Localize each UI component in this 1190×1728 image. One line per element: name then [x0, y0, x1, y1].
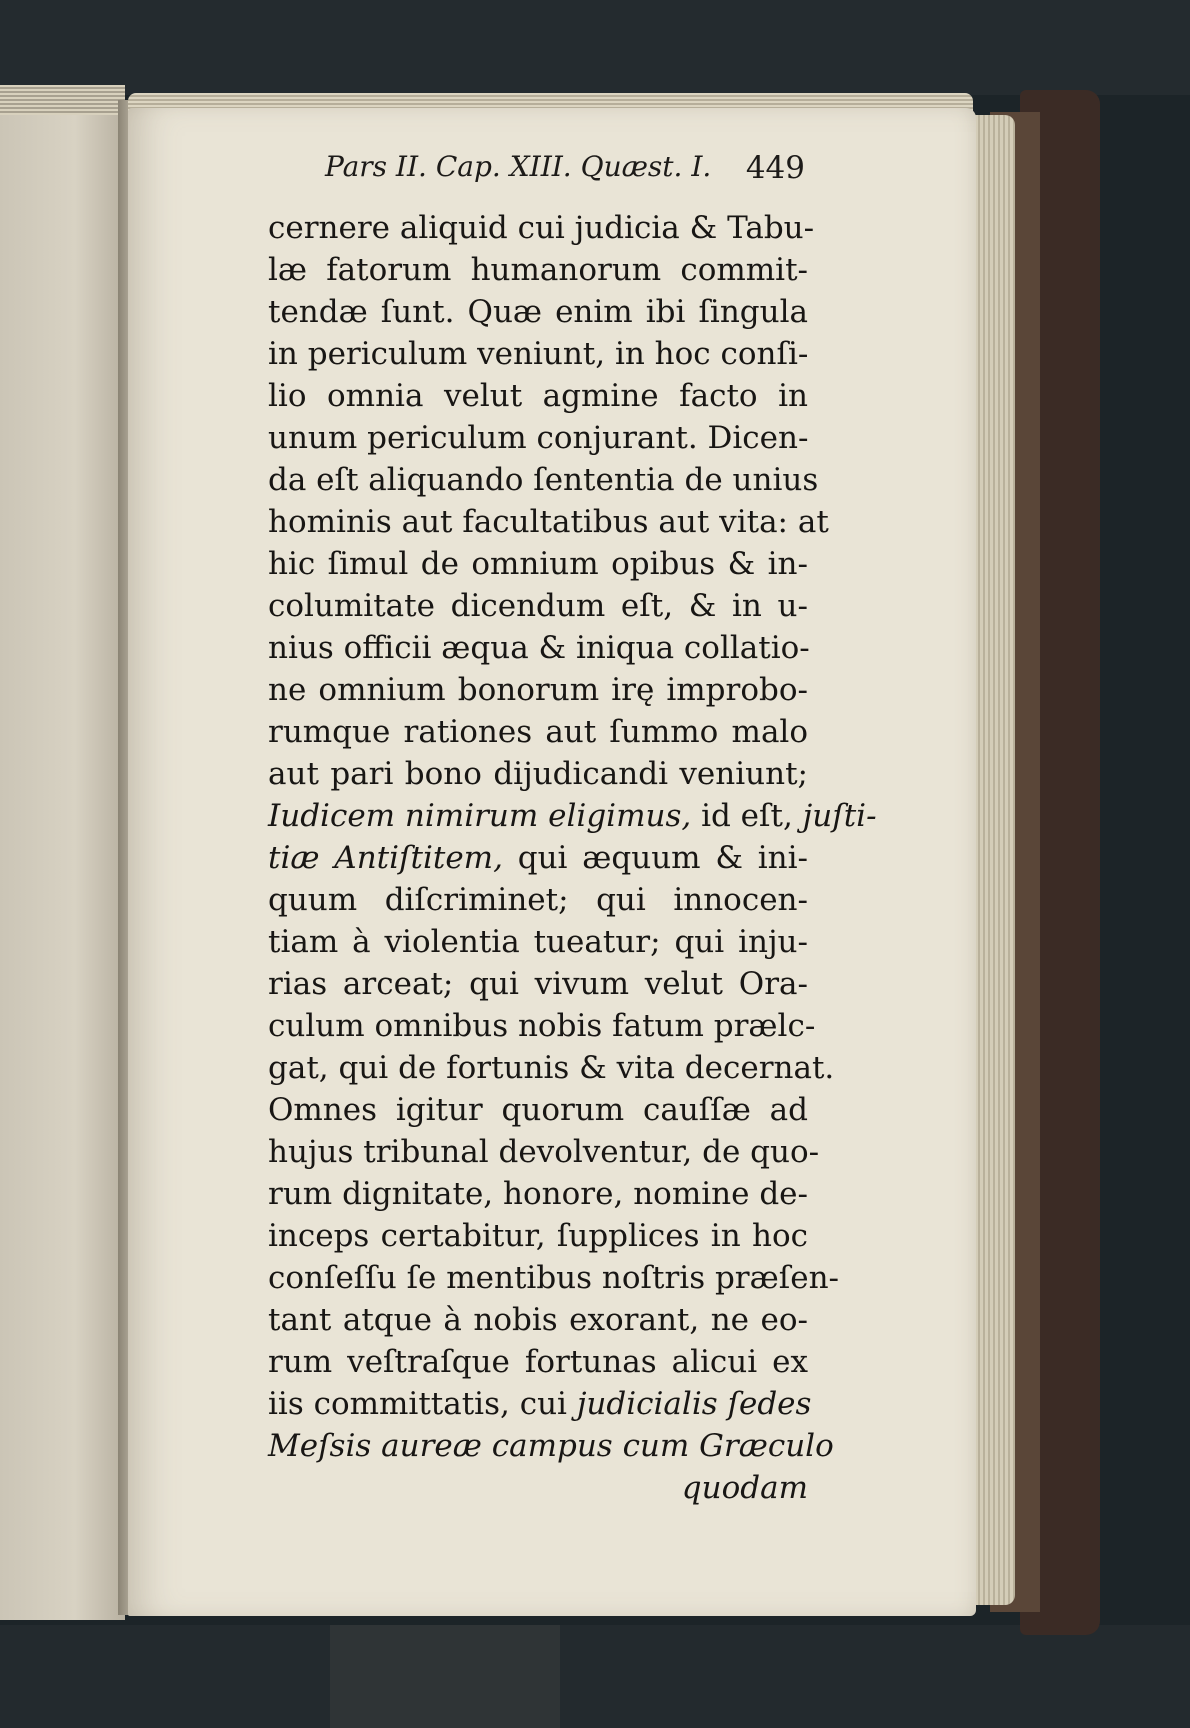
roman-phrase: iis committatis, cui	[268, 1386, 577, 1422]
background-top	[0, 0, 1190, 95]
italic-phrase: Iudicem nimirum eligimus,	[268, 798, 692, 834]
text-line: cernere aliquid cui judicia & Tabu-	[268, 210, 815, 246]
text-line: aut pari bono dijudicandi veniunt;	[268, 756, 808, 792]
text-line: nius officii æqua & iniqua collatio-	[268, 630, 810, 666]
text-line-mixed	[268, 795, 877, 837]
background-bottom	[0, 1625, 1190, 1728]
catchword: quodam	[681, 1470, 808, 1506]
text-line: quum diſcriminet; qui innocen-	[268, 882, 808, 918]
body-text	[268, 207, 877, 1509]
text-line-mixed	[268, 837, 808, 879]
text-line: gat, qui de fortunis & vita decernat.	[268, 1050, 835, 1086]
italic-phrase: juſti-	[802, 798, 877, 834]
text-line: tiam à violentia tueatur; qui inju-	[268, 924, 808, 960]
left-page-edge	[0, 85, 125, 115]
page-number: 449	[745, 150, 805, 186]
text-line: ne omnium bonorum irę improbo-	[268, 672, 808, 708]
text-line: columitate dicendum eſt, & in u-	[268, 588, 808, 624]
text-line: in periculum veniunt, in hoc conſi-	[268, 336, 809, 372]
text-line: Omnes igitur quorum cauſſæ ad	[268, 1092, 808, 1128]
text-line: culum omnibus nobis fatum prælc-	[268, 1008, 816, 1044]
text-line: læ fatorum humanorum commit-	[268, 252, 808, 288]
text-line: lio omnia velut agmine facto in	[268, 378, 808, 414]
roman-phrase: id eſt,	[691, 798, 803, 834]
text-line: conſeſſu ſe mentibus noſtris præſen-	[268, 1260, 840, 1296]
text-line-mixed	[268, 1383, 812, 1425]
text-line-italic: Meſsis aureæ campus cum Græculo	[268, 1428, 834, 1464]
text-line: rumque rationes aut ſummo malo	[268, 714, 808, 750]
text-line: hominis aut facultatibus aut vita: at	[268, 504, 829, 540]
left-page	[0, 95, 125, 1620]
text-line: rum dignitate, honore, nomine de-	[268, 1176, 808, 1212]
text-line: rias arceat; qui vivum velut Ora-	[268, 966, 808, 1002]
italic-phrase: judicialis ſedes	[576, 1386, 812, 1422]
running-title: Pars II. Cap. XIII. Quæst. I.	[325, 150, 712, 183]
italic-phrase: tiæ Antiſtitem,	[268, 840, 503, 876]
page-header	[325, 150, 805, 190]
text-line: tant atque à nobis exorant, ne eo-	[268, 1302, 808, 1338]
catchword-line	[268, 1467, 808, 1509]
text-line: inceps certabitur, ſupplices in hoc	[268, 1218, 808, 1254]
text-line: hic ſimul de omnium opibus & in-	[268, 546, 808, 582]
binding-strip	[330, 1625, 560, 1728]
text-line: hujus tribunal devolventur, de quo-	[268, 1134, 820, 1170]
text-line: da eſt aliquando ſententia de unius	[268, 462, 819, 498]
text-line: tendæ ſunt. Quæ enim ibi ſingula	[268, 294, 808, 330]
text-line: rum veſtraſque fortunas alicui ex	[268, 1344, 808, 1380]
text-line: unum periculum conjurant. Dicen-	[268, 420, 809, 456]
roman-phrase: qui æquum & ini-	[502, 840, 808, 876]
